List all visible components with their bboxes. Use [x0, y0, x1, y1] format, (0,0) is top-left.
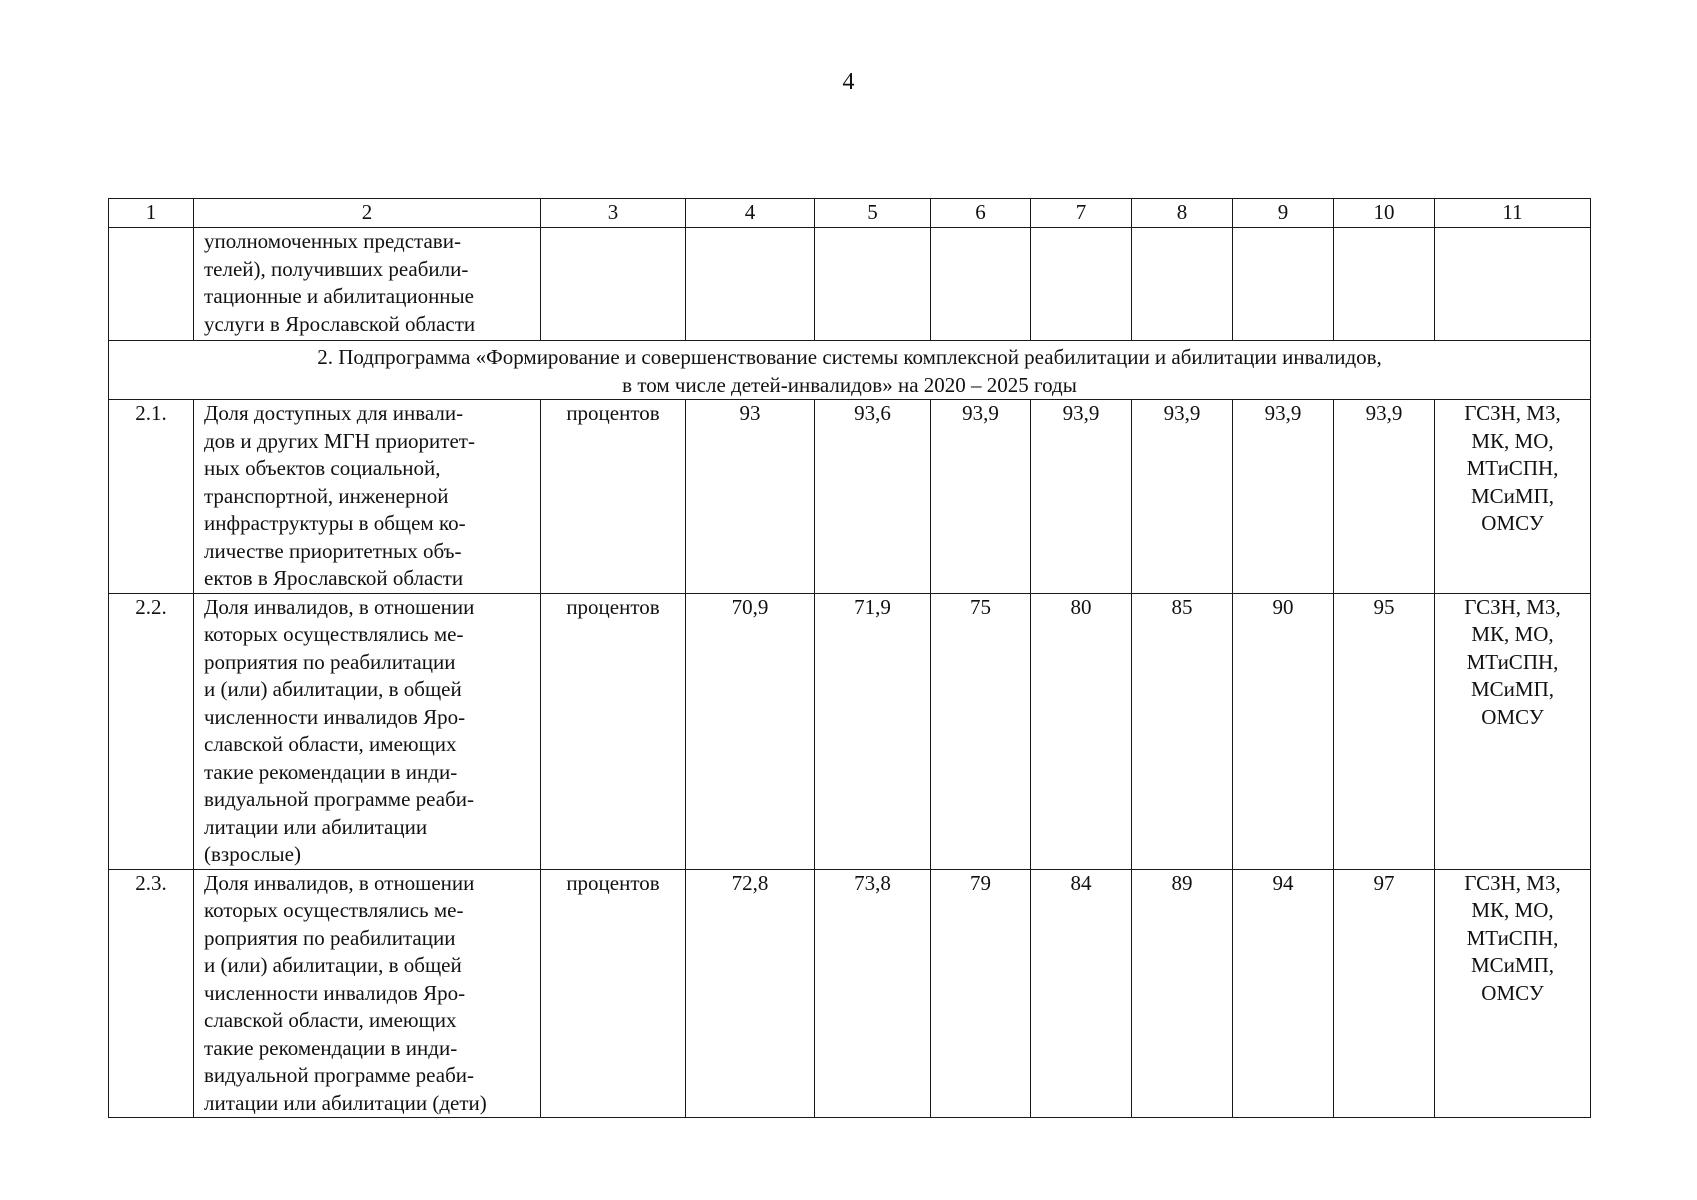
section-row [109, 341, 1591, 400]
indicator-description-cell [194, 228, 541, 341]
description-line: транспортной, инженерной [204, 483, 449, 508]
unit-cell [541, 228, 686, 341]
description-line: уполномоченных представи- [204, 229, 461, 253]
value-cell [931, 228, 1031, 341]
value-cell: 94 [1233, 869, 1334, 1118]
indicator-description-cell [194, 869, 541, 1118]
responsible-line: МТиСПН, [1466, 925, 1559, 950]
indicators-table [108, 198, 1591, 1118]
responsible-line: МК, МО, [1471, 622, 1554, 646]
value-cell: 93 [686, 400, 815, 594]
description-line: роприятия по реабилитации [204, 925, 456, 950]
description-line: Доля доступных для инвали- [204, 401, 464, 425]
responsible-line: МТиСПН, [1466, 649, 1559, 674]
description-line: которых осуществлялись ме- [204, 622, 464, 646]
indicator-description-cell [194, 400, 541, 594]
column-number-header: 6 [931, 199, 1031, 228]
value-cell: 90 [1233, 593, 1334, 869]
responsible-cell [1435, 593, 1591, 869]
value-cell [815, 228, 931, 341]
value-cell: 75 [931, 593, 1031, 869]
column-number-header: 1 [109, 199, 194, 228]
value-cell: 93,9 [1233, 400, 1334, 594]
column-number-header: 10 [1334, 199, 1435, 228]
value-cell: 93,6 [815, 400, 931, 594]
responsible-line: МК, МО, [1471, 428, 1554, 453]
value-cell [1132, 228, 1233, 341]
description-line: (взрослые) [204, 842, 301, 866]
row-number-cell: 2.2. [109, 593, 194, 869]
column-number-header: 11 [1435, 199, 1591, 228]
description-line: видуальной программе реаби- [204, 1063, 474, 1087]
value-cell: 89 [1132, 869, 1233, 1118]
value-cell: 72,8 [686, 869, 815, 1118]
description-line: численности инвалидов Яро- [204, 704, 466, 729]
indicator-description-cell [194, 593, 541, 869]
value-cell: 85 [1132, 593, 1233, 869]
value-cell: 71,9 [815, 593, 931, 869]
column-number-header: 7 [1031, 199, 1132, 228]
responsible-line: МТиСПН, [1466, 456, 1559, 480]
value-cell [686, 228, 815, 341]
description-line: такие рекомендации в инди- [204, 759, 458, 784]
responsible-line: МСиМП, [1470, 483, 1554, 508]
value-cell: 93,9 [1132, 400, 1233, 594]
table-row [109, 869, 1591, 1118]
value-cell [1334, 228, 1435, 341]
description-line: и (или) абилитации, в общей [204, 953, 462, 977]
description-line: Доля инвалидов, в отношении [204, 594, 475, 619]
description-line: личестве приоритетных объ- [204, 538, 462, 563]
description-line: ных объектов социальной, [204, 456, 441, 480]
responsible-line: ГСЗН, МЗ, [1464, 870, 1561, 895]
responsible-line: МСиМП, [1470, 953, 1554, 977]
unit-cell: процентов [541, 869, 686, 1118]
description-line: тационные и абилитационные [204, 284, 474, 308]
column-number-header: 3 [541, 199, 686, 228]
description-line: славской области, имеющих [204, 1008, 457, 1032]
description-line: ектов в Ярославской области [204, 566, 464, 590]
description-line: роприятия по реабилитации [204, 649, 456, 674]
value-cell: 80 [1031, 593, 1132, 869]
row-number-cell [109, 228, 194, 341]
responsible-cell [1435, 400, 1591, 594]
table-row [109, 593, 1591, 869]
description-line: услуги в Ярославской области [204, 311, 476, 336]
value-cell: 93,9 [1334, 400, 1435, 594]
section-title [109, 341, 1591, 400]
responsible-line: ОМСУ [1481, 511, 1544, 535]
unit-cell: процентов [541, 400, 686, 594]
responsible-line: МК, МО, [1471, 898, 1554, 922]
value-cell [1031, 228, 1132, 341]
value-cell: 79 [931, 869, 1031, 1118]
column-number-header: 9 [1233, 199, 1334, 228]
description-line: телей), получивших реабили- [204, 256, 469, 281]
column-number-header: 2 [194, 199, 541, 228]
responsible-line: ОМСУ [1481, 980, 1544, 1005]
description-line: славской области, имеющих [204, 732, 457, 756]
table-header-row [109, 199, 1591, 228]
responsible-cell [1435, 869, 1591, 1118]
value-cell: 70,9 [686, 593, 815, 869]
description-line: которых осуществлялись ме- [204, 898, 464, 922]
description-line: Доля инвалидов, в отношении [204, 870, 475, 895]
column-number-header: 4 [686, 199, 815, 228]
unit-cell: процентов [541, 593, 686, 869]
value-cell: 93,9 [931, 400, 1031, 594]
responsible-line: МСиМП, [1470, 677, 1554, 701]
section-title-line: 2. Подпрограмма «Формирование и совершенствование системы комплексной реабилитации и абилитации инвалидов, [317, 345, 1382, 369]
responsible-cell [1435, 228, 1591, 341]
value-cell: 93,9 [1031, 400, 1132, 594]
description-line: численности инвалидов Яро- [204, 980, 466, 1005]
description-line: литации или абилитации (дети) [204, 1090, 487, 1115]
value-cell: 95 [1334, 593, 1435, 869]
description-line: и (или) абилитации, в общей [204, 677, 462, 701]
column-number-header: 8 [1132, 199, 1233, 228]
description-line: дов и других МГН приоритет- [204, 428, 475, 453]
description-line: такие рекомендации в инди- [204, 1035, 458, 1060]
responsible-line: ГСЗН, МЗ, [1464, 594, 1561, 619]
description-line: литации или абилитации [204, 814, 428, 839]
continuation-row [109, 228, 1591, 341]
value-cell: 73,8 [815, 869, 931, 1118]
description-line: инфраструктуры в общем ко- [204, 511, 466, 535]
page-number: 4 [842, 69, 855, 95]
description-line: видуальной программе реаби- [204, 787, 474, 811]
responsible-line: ГСЗН, МЗ, [1464, 401, 1561, 425]
column-number-header: 5 [815, 199, 931, 228]
value-cell [1233, 228, 1334, 341]
value-cell: 97 [1334, 869, 1435, 1118]
section-title-line: в том числе детей-инвалидов» на 2020 – 2025 годы [622, 373, 1077, 397]
row-number-cell: 2.3. [109, 869, 194, 1118]
responsible-line: ОМСУ [1481, 704, 1544, 729]
row-number-cell: 2.1. [109, 400, 194, 594]
table-row [109, 400, 1591, 594]
value-cell: 84 [1031, 869, 1132, 1118]
